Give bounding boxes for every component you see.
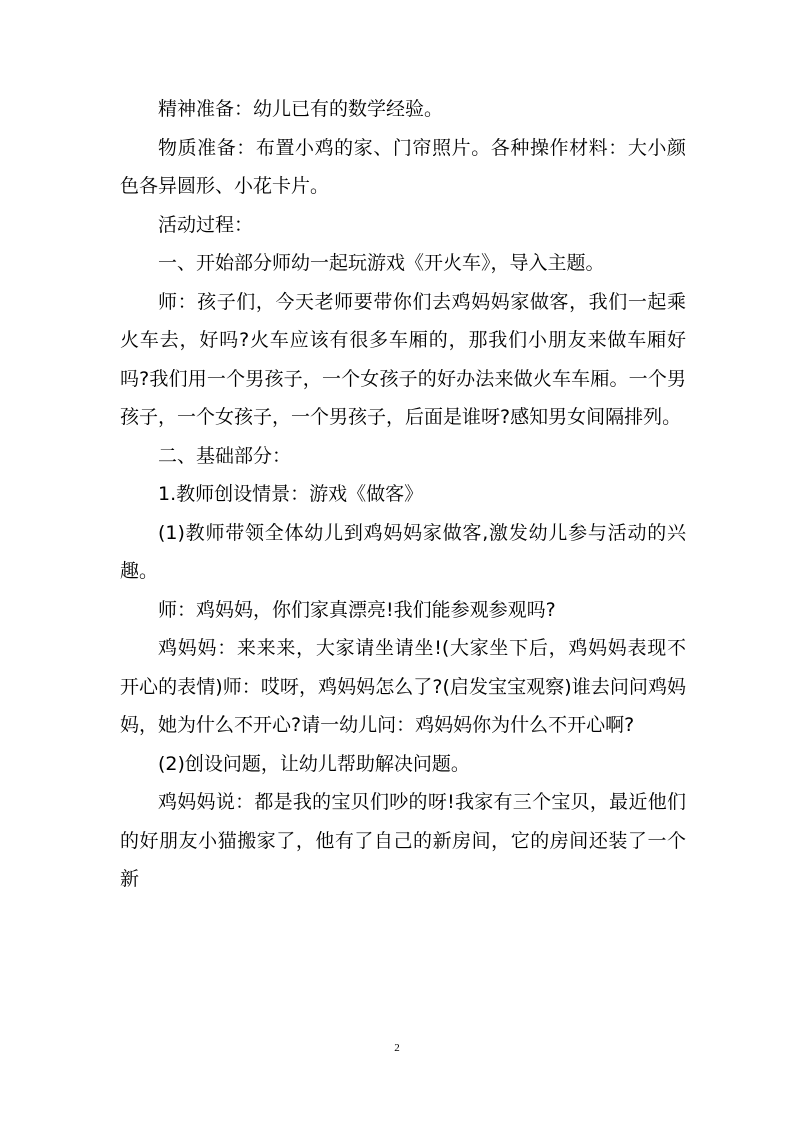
paragraph-mental-preparation: 精神准备：幼儿已有的数学经验。 (158, 98, 444, 120)
document-body (120, 90, 686, 899)
paragraph-hen-explanation: 鸡妈妈说：都是我的宝贝们吵的呀!我家有三个宝贝，最近他们的好朋友小猫搬家了，他有了自己的新房间，它的房间还装了一个新 (120, 791, 686, 890)
paragraph-teacher-intro: 师：孩子们，今天老师要带你们去鸡妈妈家做客，我们一起乘火车去，好吗?火车应该有很多车厢的，那我们小朋友来做车厢好吗?我们用一个男孩子，一个女孩子的好办法来做火车车厢。一个男孩子，一个女孩子，一个男孩子，后面是谁呀?感知男女间隔排列。 (120, 290, 686, 428)
paragraph-teacher-dialogue: 师：鸡妈妈，你们家真漂亮!我们能参观参观吗? (158, 598, 556, 621)
paragraph-activity-process-heading: 活动过程： (158, 213, 254, 236)
paragraph-step-one: (1)教师带领全体幼儿到鸡妈妈家做客,激发幼儿参与活动的兴趣。 (120, 521, 686, 582)
paragraph-section-one-heading: 一、开始部分师幼一起玩游戏《开火车》，导入主题。 (158, 252, 605, 274)
paragraph-section-two-heading: 二、基础部分： (158, 444, 292, 467)
paragraph-material-preparation: 物质准备：布置小鸡的家、门帘照片。各种操作材料：大小颜色各异圆形、小花卡片。 (120, 136, 686, 197)
page-number: 2 (394, 1042, 400, 1054)
paragraph-step-two: (2)创设问题，让幼儿帮助解决问题。 (158, 752, 470, 775)
paragraph-scenario-heading: 1.教师创设情景：游戏《做客》 (158, 483, 424, 505)
paragraph-hen-dialogue: 鸡妈妈：来来来，大家请坐请坐!(大家坐下后，鸡妈妈表现不开心的表情)师：哎呀，鸡妈妈怎么了?(启发宝宝观察)谁去问问鸡妈妈，她为什么不开心?请一幼儿问：鸡妈妈你为什么不开心啊? (120, 637, 686, 736)
